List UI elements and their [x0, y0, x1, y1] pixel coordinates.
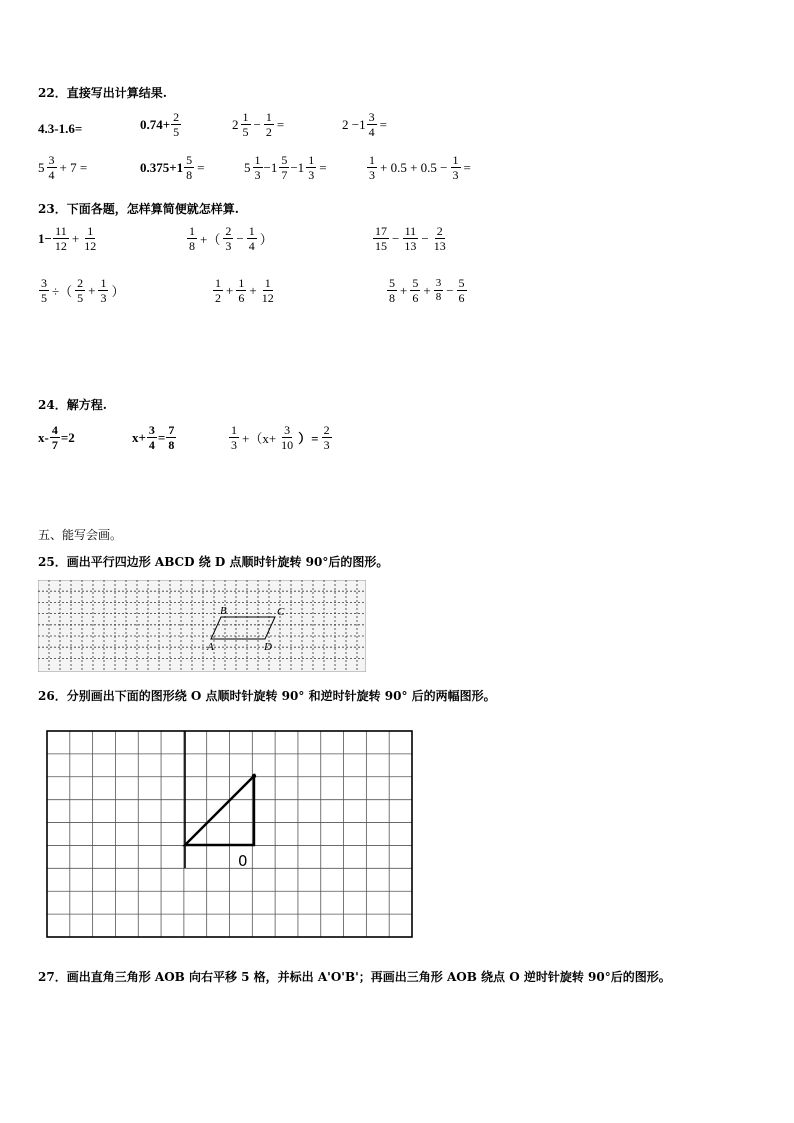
q22-expr-4: 2 −1 $\frac{3}{4}$ = [342, 110, 387, 139]
q23-title: 23．下面各题，怎样算简便就怎样算. [38, 202, 239, 216]
section-5-title: 五、能写会画。 [38, 528, 123, 542]
q23-expr-d: $\frac{3}{5}$ ÷（ 2 5 + $\frac{1}{3}$ ） [41, 276, 125, 305]
q25-dotted-grid [38, 580, 366, 672]
q25-label-b: B [220, 605, 227, 617]
q23-expr-f: 5 8 + $\frac{5}{6}$ + $\frac{3}{8}$ − $\frac{5}{6}$ [389, 276, 465, 305]
q25-label-c: C [277, 606, 285, 618]
q26-label-o: 0 [238, 852, 248, 870]
q22-expr-2: 0.74+ $\frac{2}{5}$ [140, 110, 180, 139]
q25-title: 25．画出平行四边形 ABCD 绕 D 点顺时针旋转 90°后的图形。 [38, 555, 389, 569]
q22-expr-8: 1 3 + 0.5 + 0.5 − $\frac{1}{3}$ = [369, 153, 471, 182]
q22-expr-5: 5 3 4 + 7 = [38, 153, 88, 182]
q24-title: 24．解方程. [38, 398, 107, 412]
q22-expr-6: 0.375+1 $\frac{5}{8}$ = [140, 153, 205, 182]
q23-expr-b: 1 8 +（ 2 3 − $\frac{1}{4}$ ） [189, 224, 273, 253]
q26-triangle [185, 776, 254, 845]
q22-expr-3: 2 1 5 − $\frac{1}{2}$ = [232, 110, 285, 139]
q23-expr-e: 1 2 + $\frac{1}{6}$ + $\frac{1}{12}$ [215, 276, 274, 305]
q24-equation-a: x- $\frac{4}{7}$ =2 [38, 423, 75, 452]
q22-expr-1: 4.3-1.6= [38, 121, 83, 136]
q24-equation-b: x+ $\frac{3}{4}$ = $\frac{7}{8}$ [132, 423, 175, 452]
q23-expr-c: 17 15 − $\frac{11}{13}$ − $\frac{2}{13}$ [375, 224, 446, 253]
q25-label-d: D [264, 641, 272, 653]
q22-expr-7: 5 1 3 −1 5 7 −1 $\frac{1}{3}$ = [244, 153, 327, 182]
q22-title: 22．直接写出计算结果. [38, 86, 167, 100]
q25-label-a: A [207, 641, 214, 653]
q26-square-grid [46, 730, 414, 940]
q24-equation-c: 1 3 +（x+ $\frac{3}{10}$ ）= $\frac{2}{3}$ [231, 423, 330, 452]
q23-expr-a: 1− $\frac{11}{12}$ + $\frac{1}{12}$ [38, 224, 97, 253]
q27-title: 27．画出直角三角形 AOB 向右平移 5 格，并标出 A'O'B'；再画出三角形 AOB 绕点 O 逆时针旋转 90°后的图形。 [38, 970, 671, 984]
q26-title: 26．分别画出下面的图形绕 O 点顺时针旋转 90° 和逆时针旋转 90° 后的两幅图形。 [38, 689, 496, 703]
